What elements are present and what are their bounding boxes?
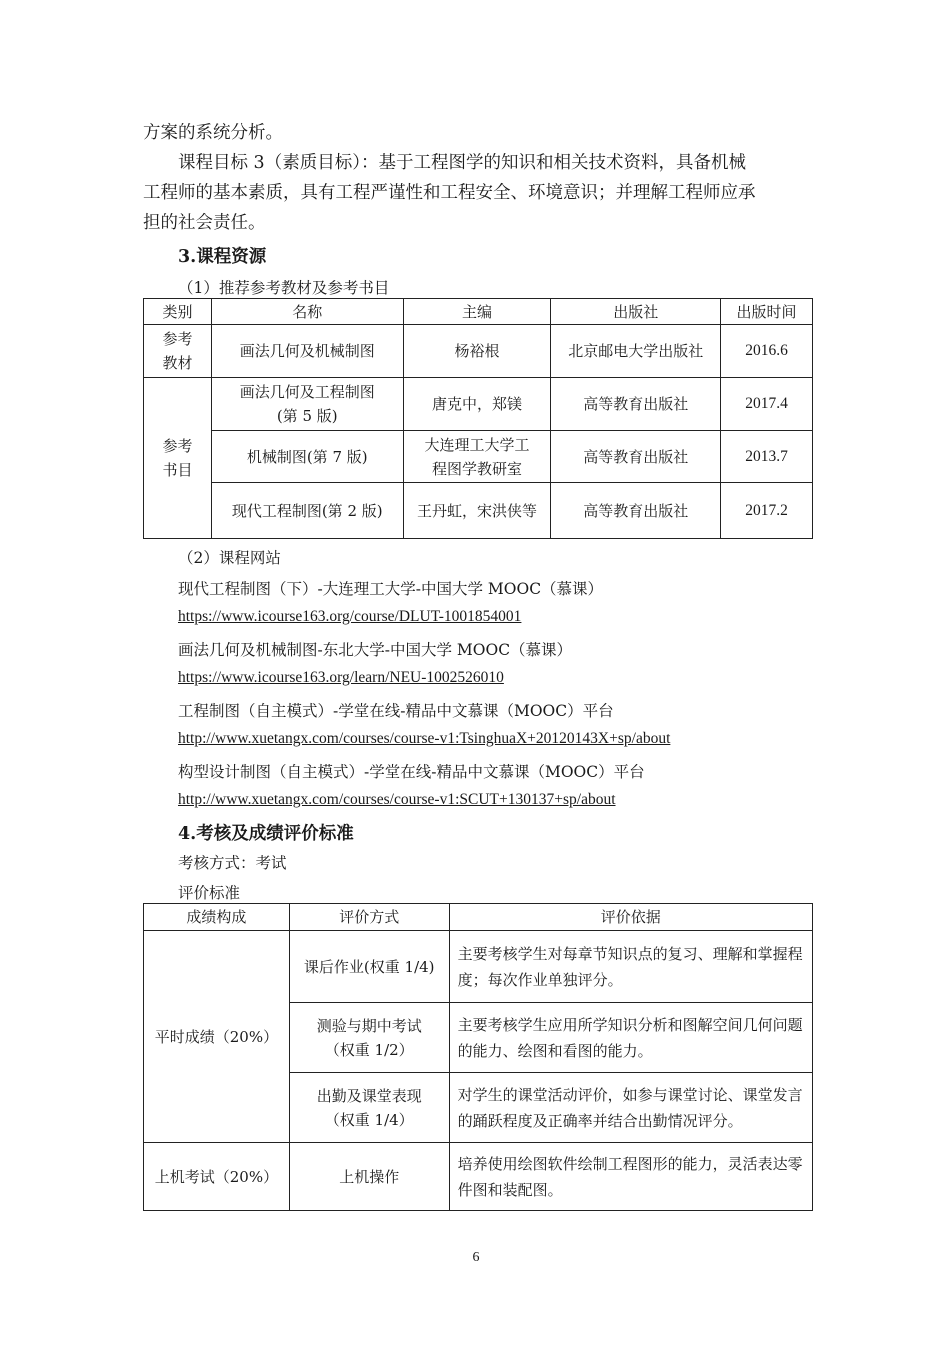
assessment-method: 考核方式：考试 — [178, 854, 287, 872]
machine-exam-grade: 上机考试（20%） — [144, 1143, 290, 1211]
header-editor: 主编 — [403, 299, 551, 325]
book-publisher: 高等教育出版社 — [551, 431, 721, 483]
site-link[interactable]: http://www.xuetangx.com/courses/course-v1:SCUT+130137+sp/about — [178, 791, 616, 808]
evaluation-basis: 对学生的课堂活动评价，如参与课堂讨论、课堂发言的踊跃程度及正确率并结合出勤情况评分。 — [449, 1073, 812, 1143]
goal3-line-3: 担的社会责任。 — [143, 213, 266, 233]
evaluation-method: 上机操作 — [289, 1143, 449, 1211]
book-editor: 唐克中，郑镁 — [403, 378, 551, 431]
site-title: 画法几何及机械制图-东北大学-中国大学 MOOC（慕课） — [178, 641, 573, 659]
site-title: 构型设计制图（自主模式）-学堂在线-精品中文慕课（MOOC）平台 — [178, 763, 645, 781]
book-publisher: 北京邮电大学出版社 — [551, 325, 721, 378]
book-editor: 王丹虹，宋洪侠等 — [403, 483, 551, 539]
header-basis: 评价依据 — [449, 904, 812, 931]
section-4-heading: 4.考核及成绩评价标准 — [178, 824, 354, 844]
book-name: 现代工程制图(第 2 版) — [211, 483, 403, 539]
table-row — [144, 378, 813, 431]
table-row — [144, 1143, 813, 1211]
table-row — [144, 325, 813, 378]
book-name: 机械制图(第 7 版) — [211, 431, 403, 483]
header-name: 名称 — [211, 299, 403, 325]
book-name: 画法几何及机械制图 — [211, 325, 403, 378]
header-year: 出版时间 — [721, 299, 813, 325]
evaluation-basis: 主要考核学生应用所学知识分析和图解空间几何问题的能力、绘图和看图的能力。 — [449, 1003, 812, 1073]
evaluation-method: 测验与期中考试 （权重 1/2） — [289, 1003, 449, 1073]
site-title: 现代工程制图（下）-大连理工大学-中国大学 MOOC（慕课） — [178, 580, 604, 598]
table-row — [144, 931, 813, 1003]
intro-line: 方案的系统分析。 — [143, 123, 283, 143]
book-editor: 杨裕根 — [403, 325, 551, 378]
site-link[interactable]: https://www.icourse163.org/course/DLUT-1001854001 — [178, 608, 522, 625]
evaluation-basis: 主要考核学生对每章节知识点的复习、理解和掌握程度；每次作业单独评分。 — [449, 931, 812, 1003]
book-publisher: 高等教育出版社 — [551, 378, 721, 431]
subsection-websites: （2）课程网站 — [178, 549, 281, 567]
site-title: 工程制图（自主模式）-学堂在线-精品中文慕课（MOOC）平台 — [178, 702, 614, 720]
evaluation-method: 课后作业(权重 1/4) — [289, 931, 449, 1003]
regular-grade: 平时成绩（20%） — [144, 931, 290, 1143]
evaluation-basis: 培养使用绘图软件绘制工程图形的能力，灵活表达零件图和装配图。 — [449, 1143, 812, 1211]
header-category: 类别 — [144, 299, 212, 325]
header-publisher: 出版社 — [551, 299, 721, 325]
header-component: 成绩构成 — [144, 904, 290, 931]
book-editor: 大连理工大学工 程图学教研室 — [403, 431, 551, 483]
evaluation-method: 出勤及课堂表现 （权重 1/4） — [289, 1073, 449, 1143]
table-row — [144, 483, 813, 539]
book-year: 2017.2 — [721, 483, 813, 539]
textbook-table — [143, 298, 813, 539]
book-publisher: 高等教育出版社 — [551, 483, 721, 539]
category-textbook: 参考 教材 — [144, 325, 212, 378]
table-header-row — [144, 904, 813, 931]
goal3-line-2: 工程师的基本素质，具有工程严谨性和工程安全、环境意识；并理解工程师应承 — [143, 183, 756, 203]
category-books: 参考 书目 — [144, 378, 212, 539]
table-row — [144, 431, 813, 483]
table-header-row — [144, 299, 813, 325]
criteria-label: 评价标准 — [178, 884, 241, 902]
subsection-textbooks: （1）推荐参考教材及参考书目 — [178, 279, 390, 297]
header-method: 评价方式 — [289, 904, 449, 931]
goal3-line-1: 课程目标 3（素质目标）：基于工程图学的知识和相关技术资料，具备机械 — [178, 153, 746, 173]
book-name: 画法几何及工程制图 (第 5 版) — [211, 378, 403, 431]
book-year: 2017.4 — [721, 378, 813, 431]
section-3-heading: 3.课程资源 — [178, 247, 267, 267]
page-number: 6 — [472, 1250, 480, 1265]
site-link[interactable]: https://www.icourse163.org/learn/NEU-1002526010 — [178, 669, 504, 686]
site-link[interactable]: http://www.xuetangx.com/courses/course-v1:TsinghuaX+20120143X+sp/about — [178, 730, 671, 747]
book-year: 2016.6 — [721, 325, 813, 378]
grading-table — [143, 903, 813, 1211]
book-year: 2013.7 — [721, 431, 813, 483]
